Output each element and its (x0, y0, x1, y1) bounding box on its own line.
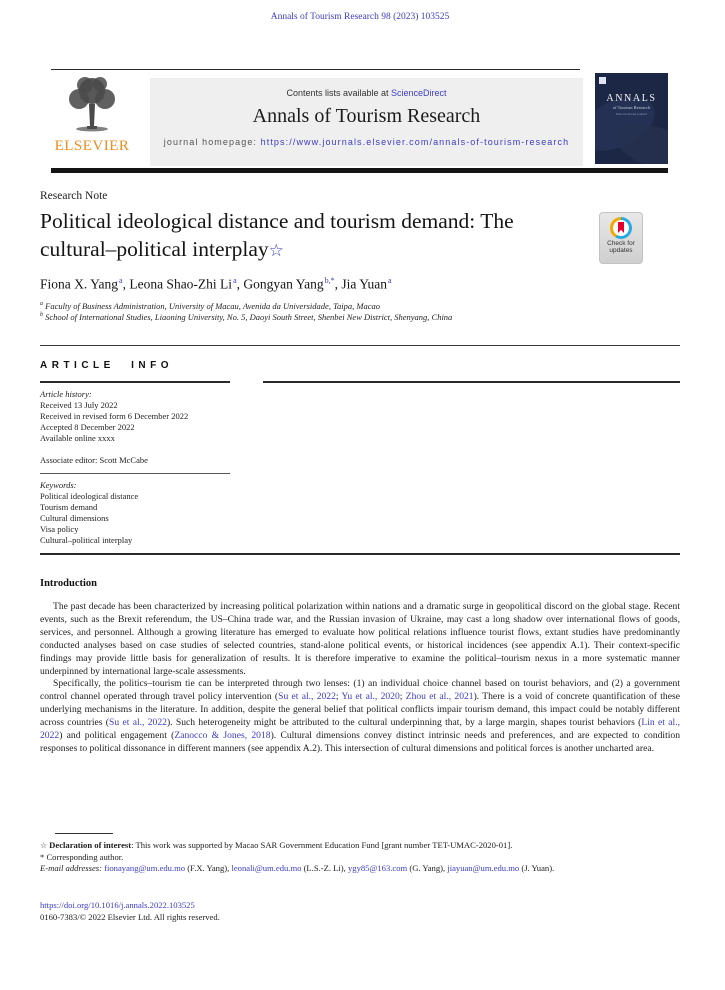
history-item: Received in revised form 6 December 2022 (40, 411, 189, 421)
author-name[interactable]: Fiona X. Yang (40, 276, 119, 292)
author-affiliation-mark[interactable]: a (119, 276, 123, 285)
paragraph-text: Specifically, the politics–tourism tie can be interpreted through two lenses: (1) an individual choice channel based on tourist behaviors, and (2) a government control channel operated through travel policy intervention ( (40, 678, 680, 703)
keyword-item: Visa policy (40, 524, 79, 534)
article-info-left-rule (40, 381, 230, 383)
email-link[interactable]: jiayuan@um.edu.mo (447, 863, 520, 874)
homepage-link[interactable]: https://www.journals.elsevier.com/annals-of-tourism-research (260, 137, 570, 147)
citation-link[interactable]: Lin et al., 2022 (40, 717, 680, 742)
declaration-text: : This work was supported by Macao SAR Government Education Fund [grant number TET-UMAC-2020-01]. (131, 840, 513, 850)
article-info-heading: ARTICLE INFO (40, 360, 173, 371)
intro-paragraph (40, 678, 680, 755)
cover-title: ANNALS (606, 93, 657, 104)
paragraph-text: ). Cultural dimensions convey distinct intrinsic needs and preferences, and are expected to condition responses to political dissonance in different manners (see appendix A.2). This intersection of cultural dimensions and political forces is another uncharted area. (40, 730, 680, 754)
body-divider (40, 553, 680, 555)
author-list (40, 276, 640, 293)
email-owner: (L.S.-Z. Li), (301, 863, 348, 874)
corresponding-author-footnote: * Corresponding author. (40, 851, 124, 862)
paragraph-text: The past decade has been characterized by increasing political polarization within nations and a dramatic surge in geopolitical discord on the global stage. Recent events, such as the Brexit referendum, the US–China trade war, and the Russian invasion of Ukraine, may cast a long shadow over international flows of goods, services, and personnel. Although a growing literature has emerged to evaluate how political relations influence tourist flows, extant studies have predominantly conducted analyses based on case studies of selected countries, stand-alone political events, or historical incidences (see appendix A.1). Their context-specific findings may provide little basis for generalization of results. It is therefore imperative to examine the political–tourism nexus in a more systematic manner underpinned by international large-scale assessments. (40, 601, 680, 677)
contents-list-text: Contents lists available at (286, 88, 392, 98)
keywords-divider (40, 473, 230, 474)
associate-editor: Associate editor: Scott McCabe (40, 455, 148, 465)
author-affiliation-mark[interactable]: a (388, 276, 392, 285)
footnote-rule (55, 833, 113, 834)
keyword-item: Cultural dimensions (40, 513, 109, 523)
elsevier-wordmark: ELSEVIER (54, 138, 130, 154)
author-separator: , (236, 276, 244, 292)
affiliation-mark: a (40, 301, 43, 308)
email-footnote (40, 863, 685, 875)
sciencedirect-link[interactable]: ScienceDirect (391, 88, 447, 98)
paragraph-text: ; (399, 691, 406, 703)
author-separator: , (334, 276, 342, 292)
footnote-star: ☆ (40, 841, 50, 850)
check-updates-label: Check for updates (607, 240, 635, 254)
email-owner: (G. Yang), (407, 863, 448, 874)
article-title-text: Political ideological distance and tourism demand: The cultural–political interplay (40, 209, 514, 261)
homepage-label: journal homepage: (163, 137, 261, 147)
email-link[interactable]: ygy85@163.com (347, 863, 408, 874)
journal-info-panel (150, 78, 583, 166)
cover-publisher-mark (599, 77, 606, 84)
introduction-heading: Introduction (40, 578, 97, 589)
spacer (40, 444, 245, 455)
doi-link[interactable]: https://doi.org/10.1016/j.annals.2022.103525 (40, 900, 195, 910)
email-owner: (J. Yuan). (519, 863, 555, 874)
email-label: E-mail addresses: (40, 863, 105, 874)
declaration-label: Declaration of interest (49, 840, 132, 850)
journal-cover-thumbnail[interactable] (595, 73, 668, 164)
citation-link[interactable]: Su et al., 2022 (278, 691, 336, 703)
author-affiliation-mark[interactable]: b,* (324, 276, 335, 285)
journal-homepage-line (157, 136, 577, 148)
history-item: Received 13 July 2022 (40, 400, 118, 410)
abstract-column-rule (263, 381, 680, 383)
email-owner: (F.X. Yang), (185, 863, 232, 874)
title-footnote-star[interactable]: ☆ (268, 240, 284, 260)
journal-citation-header: Annals of Tourism Research 98 (2023) 103525 (270, 12, 450, 22)
paragraph-text: ). Such heterogeneity might be attributed to the cultural underpinning that, by a large margin, shapes tourist behaviors ( (166, 717, 642, 729)
bookmark-icon (618, 222, 624, 233)
author-affiliation-mark[interactable]: a (233, 276, 237, 285)
paragraph-text: ) and political engagement ( (59, 730, 175, 742)
keyword-item: Political ideological distance (40, 491, 139, 501)
declaration-footnote (40, 840, 685, 852)
citation-link[interactable]: Zanocco & Jones, 2018 (174, 730, 271, 742)
keyword-item: Tourism demand (40, 502, 98, 512)
article-title (40, 208, 592, 264)
email-link[interactable]: fionayang@um.edu.mo (104, 863, 186, 874)
article-type-label: Research Note (40, 190, 108, 202)
history-item: Available online xxxx (40, 433, 115, 443)
email-link[interactable]: leonali@um.edu.mo (231, 863, 302, 874)
check-for-updates-badge[interactable] (599, 212, 643, 264)
introduction-text (40, 601, 680, 756)
author-name[interactable]: Gongyan Yang (243, 276, 324, 292)
citation-link[interactable]: Zhou et al., 2021 (405, 691, 474, 703)
author-separator: , (122, 276, 130, 292)
keywords-label: Keywords: (40, 480, 77, 490)
paragraph-text: ). There is a void of concrete quantification of these underlying mechanisms in the literature. In addition, despite the general belief that political conflicts impair tourism demand, this impact could be notably different across countries ( (40, 691, 680, 729)
intro-paragraph (40, 601, 680, 678)
contents-list-line (150, 88, 583, 98)
article-info-column (40, 389, 245, 546)
copyright-line: 0160-7383/© 2022 Elsevier Ltd. All rights reserved. (40, 912, 220, 922)
cover-subtitle: of Tourism Research (612, 105, 651, 110)
affiliation-mark: b (40, 312, 43, 319)
affiliation-b (40, 312, 680, 322)
masthead-top-rule (51, 69, 580, 70)
footnotes (40, 840, 685, 875)
elsevier-logo[interactable] (51, 74, 133, 166)
crossmark-icon (610, 217, 632, 239)
journal-title: Annals of Tourism Research (252, 105, 481, 127)
crossmark-icon-inner (613, 220, 629, 236)
citation-link[interactable]: Yu et al., 2020 (341, 691, 400, 703)
paragraph-text: ; (335, 691, 342, 703)
affiliation-text: School of International Studies, Liaoning University, No. 5, Daoyi South Street, Shenbei New District, Shenyang, China (43, 312, 453, 322)
history-label: Article history: (40, 389, 92, 399)
author-name[interactable]: Jia Yuan (341, 276, 388, 292)
history-item: Accepted 8 December 2022 (40, 422, 135, 432)
affiliation-a (40, 301, 680, 311)
elsevier-tree-icon (61, 74, 123, 140)
affiliation-text: Faculty of Business Administration, University of Macau, Avenida da Universidade, Taipa, Macao (43, 301, 380, 311)
masthead-bottom-rule (51, 168, 668, 173)
author-name[interactable]: Leona Shao-Zhi Li (129, 276, 233, 292)
cover-subtitle-small: · Peer-reviewed journal · (613, 112, 649, 116)
section-divider (40, 345, 680, 346)
keyword-item: Cultural–political interplay (40, 535, 133, 545)
citation-link[interactable]: Su et al., 2022 (109, 717, 167, 729)
